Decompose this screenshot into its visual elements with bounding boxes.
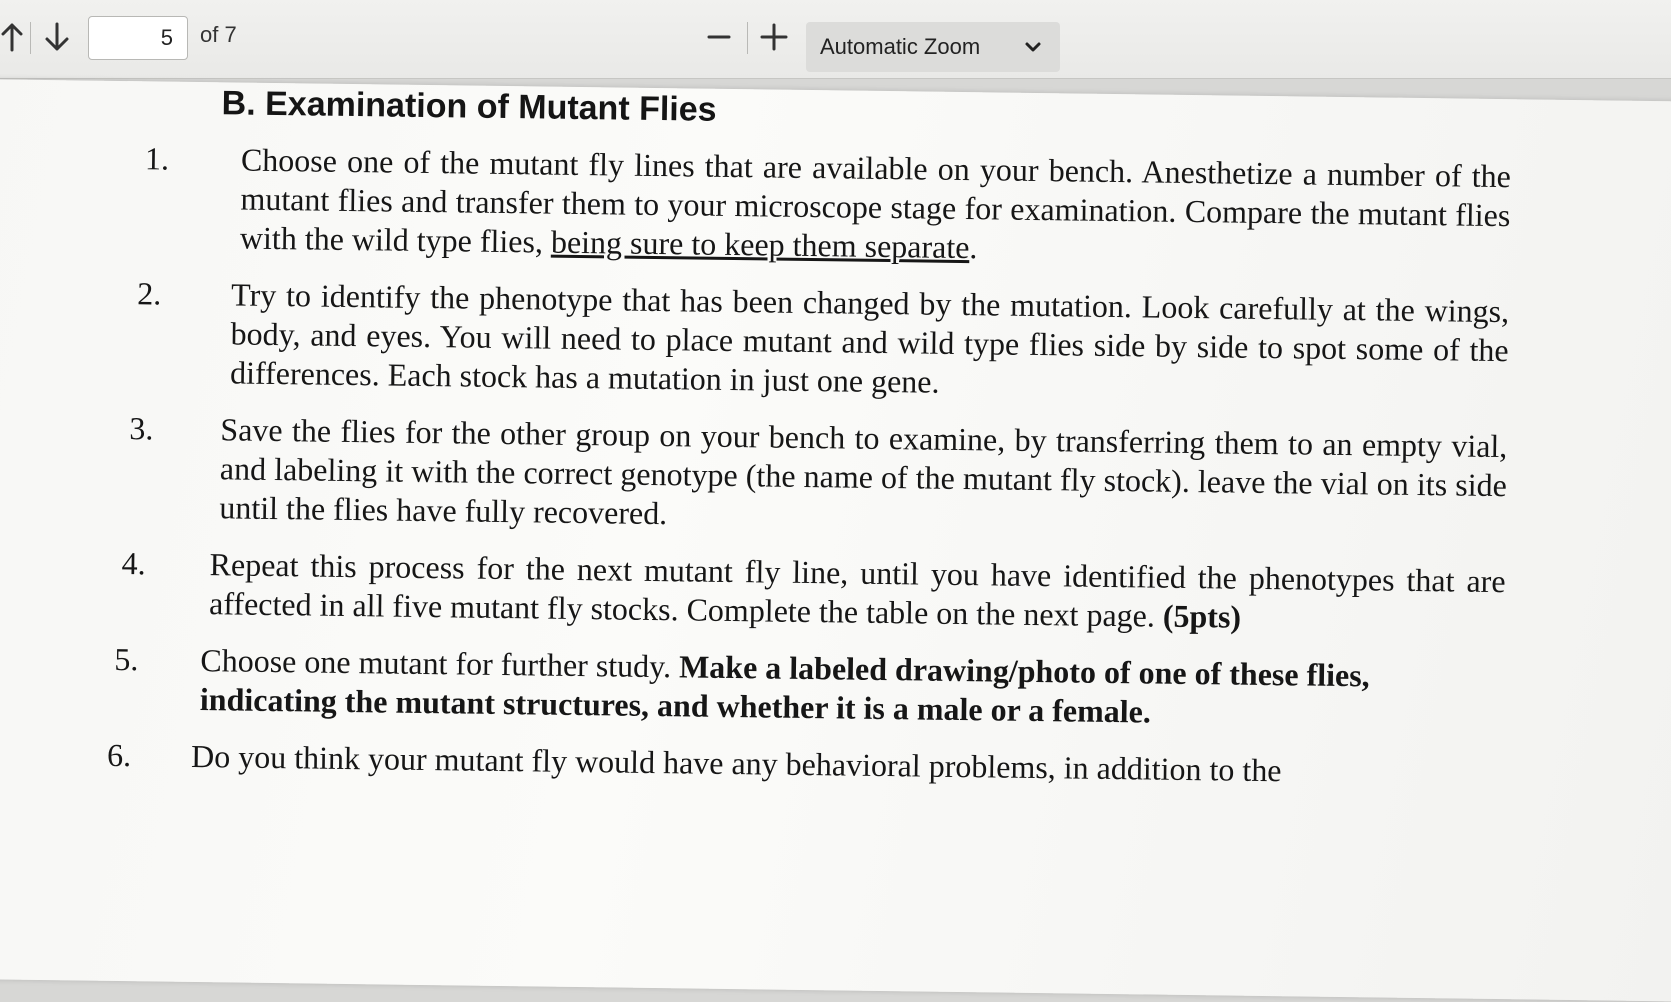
next-page-button[interactable] bbox=[40, 14, 74, 60]
zoom-out-button[interactable] bbox=[702, 14, 736, 60]
item-text: Choose one mutant for further study. bbox=[200, 642, 680, 685]
zoom-select[interactable] bbox=[806, 22, 1060, 72]
toolbar-separator bbox=[747, 22, 748, 54]
bold-instruction: Make a labeled drawing/photo of one of these flies, indicating the mutant structures, and whether it is a male or a female. bbox=[199, 648, 1370, 730]
pdf-toolbar bbox=[0, 0, 1671, 79]
item-text: Repeat this process for the next mutant fly line, until you have identified the phenotypes that are affected in all five mutant fly stocks. Complete the table on the next page. bbox=[208, 546, 1506, 634]
list-item bbox=[136, 275, 1510, 409]
list-item bbox=[144, 140, 1512, 274]
toolbar-separator bbox=[30, 22, 31, 54]
item-text: Save the flies for the other group on your bench to examine, by transferring them to an empty vial, and labeling it with the correct genotype (the name of the mutant fly stock). leave the vial on its side until the flies have fully recovered. bbox=[219, 411, 1508, 532]
document-page bbox=[0, 79, 1671, 1002]
underlined-text: being sure to keep them separate bbox=[550, 223, 970, 266]
item-text-tail: . bbox=[969, 229, 978, 266]
item-text: Choose one of the mutant fly lines that are available on your bench. Anesthetize a number of the mutant flies and transfer them to your microscope stage for examination. Compare the mutant flies with the wild type flies, bbox=[239, 141, 1512, 260]
zoom-select-value: Automatic Zoom bbox=[820, 34, 981, 59]
list-item bbox=[114, 640, 1505, 737]
points-label: (5pts) bbox=[1162, 597, 1242, 635]
minus-icon bbox=[706, 24, 732, 50]
item-text: Do you think your mutant fly would have any behavioral problems, in addition to the bbox=[190, 737, 1282, 789]
plus-icon bbox=[759, 22, 789, 52]
item-number: 6. bbox=[106, 736, 132, 774]
section-heading: B. Examination of Mutant Flies bbox=[221, 84, 717, 129]
arrow-down-icon bbox=[43, 21, 71, 53]
chevron-down-icon bbox=[1024, 38, 1042, 56]
list-item bbox=[106, 736, 1503, 793]
item-number: 4. bbox=[121, 545, 146, 582]
zoom-in-button[interactable] bbox=[754, 14, 794, 60]
item-number: 5. bbox=[114, 640, 139, 678]
item-text: Try to identify the phenotype that has been changed by the mutation. Look carefully at the wings, body, and eyes. You will need to place mutant and wild type flies side by side to spot some of the differences. Each stock has a mutation in just one gene. bbox=[229, 276, 1510, 400]
list-item bbox=[129, 410, 1508, 544]
list-item bbox=[121, 545, 1506, 641]
item-number: 3. bbox=[129, 410, 154, 447]
instruction-list bbox=[106, 140, 1512, 811]
item-number: 1. bbox=[144, 140, 170, 177]
item-number: 2. bbox=[136, 275, 162, 312]
previous-page-button[interactable] bbox=[0, 14, 24, 60]
page-count-label: of 7 bbox=[200, 22, 237, 47]
page-number-input[interactable] bbox=[88, 16, 188, 60]
arrow-up-icon bbox=[1, 22, 23, 52]
